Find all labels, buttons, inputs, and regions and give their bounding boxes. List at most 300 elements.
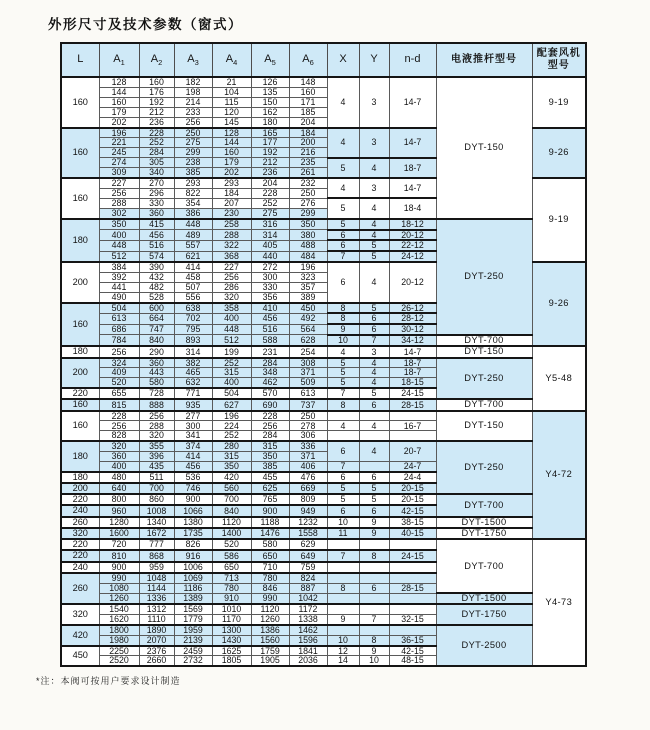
dim-a3-cell: 771 <box>174 388 212 399</box>
x-cell: 6 <box>327 262 359 303</box>
l-group-cell: 180 <box>61 219 99 262</box>
dim-a1-cell: 228 <box>99 411 139 421</box>
x-cell: 11 <box>327 528 359 539</box>
y-cell: 6 <box>359 313 389 324</box>
dim-a2-cell: 1144 <box>139 583 174 593</box>
dim-a6-cell: 1462 <box>289 625 327 635</box>
nd-cell: 24-4 <box>389 472 436 483</box>
dim-a4-cell: 322 <box>212 240 251 251</box>
l-group-cell: 160 <box>61 178 99 219</box>
dim-a1-cell: 309 <box>99 168 139 178</box>
dim-a6-cell: 350 <box>289 219 327 230</box>
dim-a1-cell: 490 <box>99 292 139 302</box>
y-cell: 7 <box>359 335 389 346</box>
dim-a4-cell: 280 <box>212 441 251 451</box>
nd-cell: 48-15 <box>389 656 436 666</box>
dim-a3-cell: 465 <box>174 368 212 378</box>
dim-a5-cell: 330 <box>251 282 289 292</box>
dim-a6-cell: 949 <box>289 505 327 516</box>
y-cell: 8 <box>359 550 389 561</box>
dim-a1-cell: 400 <box>99 462 139 472</box>
nd-cell <box>389 431 436 441</box>
dim-a3-cell: 1066 <box>174 505 212 516</box>
dim-a1-cell: 324 <box>99 358 139 368</box>
l-group-cell: 260 <box>61 517 99 528</box>
y-cell: 9 <box>359 646 389 656</box>
dim-a2-cell: 700 <box>139 483 174 494</box>
dim-a4-cell: 910 <box>212 593 251 604</box>
dim-a4-cell: 650 <box>212 562 251 573</box>
dim-a5-cell: 350 <box>251 452 289 462</box>
dim-a2-cell: 390 <box>139 262 174 272</box>
dim-a5-cell: 990 <box>251 593 289 604</box>
dim-a3-cell: 314 <box>174 346 212 357</box>
dim-a1-cell: 990 <box>99 573 139 583</box>
dim-a6-cell: 1338 <box>289 615 327 625</box>
x-cell: 10 <box>327 635 359 645</box>
dim-a2-cell: 396 <box>139 452 174 462</box>
dim-a4-cell: 288 <box>212 230 251 241</box>
dim-a1-cell: 900 <box>99 562 139 573</box>
dim-a3-cell: 1569 <box>174 604 212 614</box>
dim-a3-cell: 250 <box>174 128 212 138</box>
nd-cell: 20-15 <box>389 494 436 505</box>
y-cell: 7 <box>359 615 389 625</box>
dim-a5-cell: 180 <box>251 117 289 127</box>
x-cell <box>327 411 359 421</box>
dim-a4-cell: 128 <box>212 128 251 138</box>
dim-a3-cell: 1959 <box>174 625 212 635</box>
nd-cell: 40-15 <box>389 528 436 539</box>
x-cell: 7 <box>327 462 359 472</box>
dim-a5-cell: 162 <box>251 107 289 117</box>
dim-a4-cell: 315 <box>212 452 251 462</box>
nd-cell: 28-15 <box>389 399 436 410</box>
nd-cell: 24-15 <box>389 550 436 561</box>
y-cell <box>359 604 389 614</box>
y-cell: 6 <box>359 399 389 410</box>
dim-a1-cell: 640 <box>99 483 139 494</box>
dim-a2-cell: 330 <box>139 198 174 208</box>
dim-a3-cell: 900 <box>174 494 212 505</box>
x-cell: 5 <box>327 158 359 178</box>
x-cell: 4 <box>327 421 359 431</box>
dim-a6-cell: 476 <box>289 472 327 483</box>
dim-a3-cell: 275 <box>174 138 212 148</box>
dim-a6-cell: 1841 <box>289 646 327 656</box>
nd-cell: 20-7 <box>389 441 436 461</box>
dim-a1-cell: 320 <box>99 441 139 451</box>
dim-a6-cell: 276 <box>289 198 327 208</box>
dim-a4-cell: 700 <box>212 494 251 505</box>
l-group-cell: 200 <box>61 262 99 303</box>
x-cell <box>327 539 359 550</box>
pusher-model-cell: DYT-700 <box>436 335 532 346</box>
dim-a3-cell: 826 <box>174 539 212 550</box>
dim-a4-cell: 1625 <box>212 646 251 656</box>
dim-a2-cell: 236 <box>139 117 174 127</box>
x-cell: 5 <box>327 358 359 368</box>
dim-a5-cell: 150 <box>251 97 289 107</box>
y-cell: 10 <box>359 656 389 666</box>
dim-a5-cell: 690 <box>251 399 289 410</box>
nd-cell: 24-15 <box>389 388 436 399</box>
dim-a2-cell: 2070 <box>139 635 174 645</box>
y-cell: 3 <box>359 346 389 357</box>
dim-a6-cell: 649 <box>289 550 327 561</box>
x-cell: 6 <box>327 505 359 516</box>
pusher-model-cell: DYT-1750 <box>436 604 532 625</box>
dim-a4-cell: 1430 <box>212 635 251 645</box>
x-cell <box>327 431 359 441</box>
dim-a1-cell: 512 <box>99 251 139 262</box>
dim-a5-cell: 284 <box>251 431 289 441</box>
nd-cell: 18-15 <box>389 378 436 388</box>
table-row <box>61 494 586 505</box>
nd-cell: 24-12 <box>389 251 436 262</box>
y-cell <box>359 411 389 421</box>
y-cell <box>359 625 389 635</box>
x-cell: 5 <box>327 494 359 505</box>
pusher-model-cell: DYT-700 <box>436 539 532 593</box>
dim-a2-cell: 860 <box>139 494 174 505</box>
l-group-cell: 220 <box>61 388 99 399</box>
nd-cell: 18-7 <box>389 368 436 378</box>
nd-cell: 14-7 <box>389 77 436 128</box>
y-cell: 5 <box>359 483 389 494</box>
dim-a1-cell: 1280 <box>99 517 139 528</box>
dim-a2-cell: 443 <box>139 368 174 378</box>
dim-a5-cell: 300 <box>251 272 289 282</box>
dim-a6-cell: 759 <box>289 562 327 573</box>
dim-a4-cell: 144 <box>212 138 251 148</box>
dim-a3-cell: 1735 <box>174 528 212 539</box>
dim-a3-cell: 1186 <box>174 583 212 593</box>
dim-a1-cell: 128 <box>99 77 139 87</box>
dim-a4-cell: 179 <box>212 158 251 168</box>
dim-a5-cell: 315 <box>251 441 289 451</box>
dim-a2-cell: 320 <box>139 431 174 441</box>
y-cell <box>359 462 389 472</box>
x-cell <box>327 593 359 604</box>
dim-a1-cell: 196 <box>99 128 139 138</box>
dim-a1-cell: 256 <box>99 421 139 431</box>
dim-a1-cell: 288 <box>99 198 139 208</box>
dim-a6-cell: 196 <box>289 262 327 272</box>
dim-a1-cell: 1260 <box>99 593 139 604</box>
dim-a2-cell: 728 <box>139 388 174 399</box>
column-header-9: n-d <box>389 43 436 77</box>
dim-a2-cell: 160 <box>139 77 174 87</box>
dim-a2-cell: 1340 <box>139 517 174 528</box>
fan-model-cell: 9-19 <box>532 178 586 262</box>
dim-a4-cell: 1300 <box>212 625 251 635</box>
dim-a6-cell: 299 <box>289 208 327 218</box>
dim-a2-cell: 600 <box>139 303 174 314</box>
dim-a3-cell: 1779 <box>174 615 212 625</box>
dim-a5-cell: 1260 <box>251 615 289 625</box>
page-title: 外形尺寸及技术参数（窗式） <box>48 17 243 32</box>
dim-a2-cell: 1336 <box>139 593 174 604</box>
dim-a3-cell: 935 <box>174 399 212 410</box>
dim-a5-cell: 456 <box>251 313 289 324</box>
dim-a4-cell: 504 <box>212 388 251 399</box>
nd-cell <box>389 604 436 614</box>
l-group-cell: 160 <box>61 411 99 442</box>
x-cell: 4 <box>327 128 359 158</box>
l-group-cell: 160 <box>61 303 99 347</box>
dim-a5-cell: 165 <box>251 128 289 138</box>
dim-a6-cell: 509 <box>289 378 327 388</box>
dim-a1-cell: 274 <box>99 158 139 168</box>
dim-a3-cell: 198 <box>174 87 212 97</box>
dim-a5-cell: 212 <box>251 158 289 168</box>
dim-a4-cell: 315 <box>212 368 251 378</box>
dim-a4-cell: 120 <box>212 107 251 117</box>
y-cell: 5 <box>359 494 389 505</box>
dim-a5-cell: 1476 <box>251 528 289 539</box>
dim-a5-cell: 228 <box>251 411 289 421</box>
dim-a2-cell: 270 <box>139 178 174 188</box>
dim-a4-cell: 512 <box>212 335 251 346</box>
dim-a6-cell: 1596 <box>289 635 327 645</box>
dim-a2-cell: 840 <box>139 335 174 346</box>
dim-a6-cell: 492 <box>289 313 327 324</box>
dim-a5-cell: 846 <box>251 583 289 593</box>
dim-a3-cell: 214 <box>174 97 212 107</box>
l-group-cell: 180 <box>61 346 99 357</box>
y-cell: 3 <box>359 178 389 198</box>
dim-a4-cell: 258 <box>212 219 251 230</box>
column-header-4: $A_4$ <box>212 43 251 77</box>
pusher-model-cell: DYT-2500 <box>436 625 532 666</box>
dim-a5-cell: 1120 <box>251 604 289 614</box>
y-cell: 9 <box>359 528 389 539</box>
dim-a4-cell: 196 <box>212 411 251 421</box>
dim-a3-cell: 374 <box>174 441 212 451</box>
dim-a2-cell: 284 <box>139 148 174 158</box>
dim-a4-cell: 145 <box>212 117 251 127</box>
dim-a4-cell: 104 <box>212 87 251 97</box>
l-group-cell: 200 <box>61 483 99 494</box>
dim-a4-cell: 1805 <box>212 656 251 666</box>
dim-a4-cell: 293 <box>212 178 251 188</box>
table-row <box>61 625 586 635</box>
y-cell: 9 <box>359 517 389 528</box>
y-cell: 4 <box>359 368 389 378</box>
table-row <box>61 441 586 451</box>
nd-cell <box>389 411 436 421</box>
dim-a4-cell: 780 <box>212 583 251 593</box>
l-group-cell: 240 <box>61 562 99 573</box>
dim-a6-cell: 669 <box>289 483 327 494</box>
dim-a3-cell: 414 <box>174 262 212 272</box>
dim-a4-cell: 520 <box>212 539 251 550</box>
column-header-7: X <box>327 43 359 77</box>
dim-a1-cell: 227 <box>99 178 139 188</box>
dim-a5-cell: 580 <box>251 539 289 550</box>
x-cell: 10 <box>327 517 359 528</box>
dim-a5-cell: 650 <box>251 550 289 561</box>
nd-cell: 14-7 <box>389 128 436 158</box>
nd-cell: 20-15 <box>389 483 436 494</box>
x-cell: 5 <box>327 219 359 230</box>
x-cell: 6 <box>327 240 359 251</box>
dim-a5-cell: 126 <box>251 77 289 87</box>
x-cell: 8 <box>327 313 359 324</box>
dim-a4-cell: 400 <box>212 378 251 388</box>
dim-a3-cell: 746 <box>174 483 212 494</box>
dim-a5-cell: 284 <box>251 358 289 368</box>
dim-a1-cell: 384 <box>99 262 139 272</box>
dim-a4-cell: 560 <box>212 483 251 494</box>
dim-a5-cell: 135 <box>251 87 289 97</box>
column-header-2: $A_2$ <box>139 43 174 77</box>
nd-cell: 36-15 <box>389 635 436 645</box>
dim-a4-cell: 252 <box>212 431 251 441</box>
x-cell: 7 <box>327 388 359 399</box>
dim-a6-cell: 406 <box>289 462 327 472</box>
dim-a3-cell: 386 <box>174 208 212 218</box>
dim-a5-cell: 314 <box>251 230 289 241</box>
dim-a1-cell: 441 <box>99 282 139 292</box>
dim-a6-cell: 629 <box>289 539 327 550</box>
dim-a5-cell: 228 <box>251 188 289 198</box>
dim-a6-cell: 357 <box>289 282 327 292</box>
dim-a6-cell: 389 <box>289 292 327 302</box>
dim-a3-cell: 341 <box>174 431 212 441</box>
dim-a5-cell: 272 <box>251 262 289 272</box>
fan-model-cell: Y4-73 <box>532 539 586 666</box>
dim-a5-cell: 1759 <box>251 646 289 656</box>
dim-a2-cell: 664 <box>139 313 174 324</box>
dim-a4-cell: 840 <box>212 505 251 516</box>
nd-cell: 14-7 <box>389 346 436 357</box>
dim-a2-cell: 959 <box>139 562 174 573</box>
dim-a1-cell: 221 <box>99 138 139 148</box>
l-group-cell: 260 <box>61 573 99 605</box>
dim-a3-cell: 621 <box>174 251 212 262</box>
dim-a5-cell: 356 <box>251 292 289 302</box>
pusher-model-cell: DYT-250 <box>436 441 532 494</box>
x-cell: 4 <box>327 346 359 357</box>
dim-a1-cell: 409 <box>99 368 139 378</box>
x-cell: 5 <box>327 368 359 378</box>
dim-a1-cell: 144 <box>99 87 139 97</box>
dim-a2-cell: 1110 <box>139 615 174 625</box>
dim-a6-cell: 564 <box>289 324 327 335</box>
l-group-cell: 180 <box>61 472 99 483</box>
y-cell: 4 <box>359 262 389 303</box>
dim-a6-cell: 185 <box>289 107 327 117</box>
dim-a4-cell: 21 <box>212 77 251 87</box>
x-cell: 14 <box>327 656 359 666</box>
dim-a2-cell: 228 <box>139 128 174 138</box>
dim-a2-cell: 2376 <box>139 646 174 656</box>
dim-a5-cell: 177 <box>251 138 289 148</box>
nd-cell: 34-12 <box>389 335 436 346</box>
dim-a5-cell: 231 <box>251 346 289 357</box>
dim-a6-cell: 450 <box>289 303 327 314</box>
column-header-5: $A_5$ <box>251 43 289 77</box>
dim-a3-cell: 2459 <box>174 646 212 656</box>
table-row <box>61 399 586 410</box>
dim-a6-cell: 484 <box>289 251 327 262</box>
column-header-11: 配套风机型号 <box>532 43 586 77</box>
dim-a1-cell: 392 <box>99 272 139 282</box>
dim-a6-cell: 323 <box>289 272 327 282</box>
dim-a5-cell: 1905 <box>251 656 289 666</box>
dim-a1-cell: 815 <box>99 399 139 410</box>
dim-a4-cell: 256 <box>212 272 251 282</box>
y-cell <box>359 539 389 550</box>
dim-a2-cell: 456 <box>139 230 174 241</box>
nd-cell: 32-15 <box>389 615 436 625</box>
dim-a2-cell: 868 <box>139 550 174 561</box>
dim-a6-cell: 232 <box>289 178 327 188</box>
dim-a1-cell: 828 <box>99 431 139 441</box>
dim-a6-cell: 254 <box>289 346 327 357</box>
dim-a6-cell: 887 <box>289 583 327 593</box>
dim-a6-cell: 306 <box>289 431 327 441</box>
dim-a1-cell: 256 <box>99 188 139 198</box>
dim-a6-cell: 1172 <box>289 604 327 614</box>
column-header-6: $A_6$ <box>289 43 327 77</box>
table-row <box>61 411 586 421</box>
dim-a3-cell: 489 <box>174 230 212 241</box>
dim-a3-cell: 638 <box>174 303 212 314</box>
dim-a2-cell: 1890 <box>139 625 174 635</box>
dim-a2-cell: 435 <box>139 462 174 472</box>
dim-a3-cell: 822 <box>174 188 212 198</box>
dim-a3-cell: 556 <box>174 292 212 302</box>
fan-model-cell: 9-19 <box>532 77 586 128</box>
fan-model-cell: Y5-48 <box>532 346 586 410</box>
dim-a2-cell: 288 <box>139 421 174 431</box>
dim-a3-cell: 354 <box>174 198 212 208</box>
dim-a3-cell: 795 <box>174 324 212 335</box>
nd-cell <box>389 539 436 550</box>
x-cell <box>327 625 359 635</box>
dim-a6-cell: 250 <box>289 411 327 421</box>
x-cell: 7 <box>327 251 359 262</box>
dim-a3-cell: 1389 <box>174 593 212 604</box>
dim-a5-cell: 410 <box>251 303 289 314</box>
dim-a1-cell: 256 <box>99 346 139 357</box>
nd-cell: 16-7 <box>389 421 436 431</box>
dim-a1-cell: 960 <box>99 505 139 516</box>
dim-a2-cell: 290 <box>139 346 174 357</box>
dim-a5-cell: 256 <box>251 421 289 431</box>
dim-a3-cell: 1006 <box>174 562 212 573</box>
dim-a5-cell: 252 <box>251 198 289 208</box>
x-cell: 12 <box>327 646 359 656</box>
dim-a2-cell: 192 <box>139 97 174 107</box>
dim-a2-cell: 1048 <box>139 573 174 583</box>
dim-a4-cell: 350 <box>212 462 251 472</box>
y-cell: 4 <box>359 421 389 431</box>
dim-a6-cell: 160 <box>289 87 327 97</box>
fan-model-cell: 9-26 <box>532 262 586 346</box>
dim-a3-cell: 299 <box>174 148 212 158</box>
dim-a5-cell: 275 <box>251 208 289 218</box>
x-cell: 6 <box>327 230 359 241</box>
x-cell: 5 <box>327 483 359 494</box>
dim-a6-cell: 613 <box>289 388 327 399</box>
footnote: *注：本阀可按用户要求设计制造 <box>36 676 181 687</box>
dim-a6-cell: 824 <box>289 573 327 583</box>
dim-a4-cell: 230 <box>212 208 251 218</box>
